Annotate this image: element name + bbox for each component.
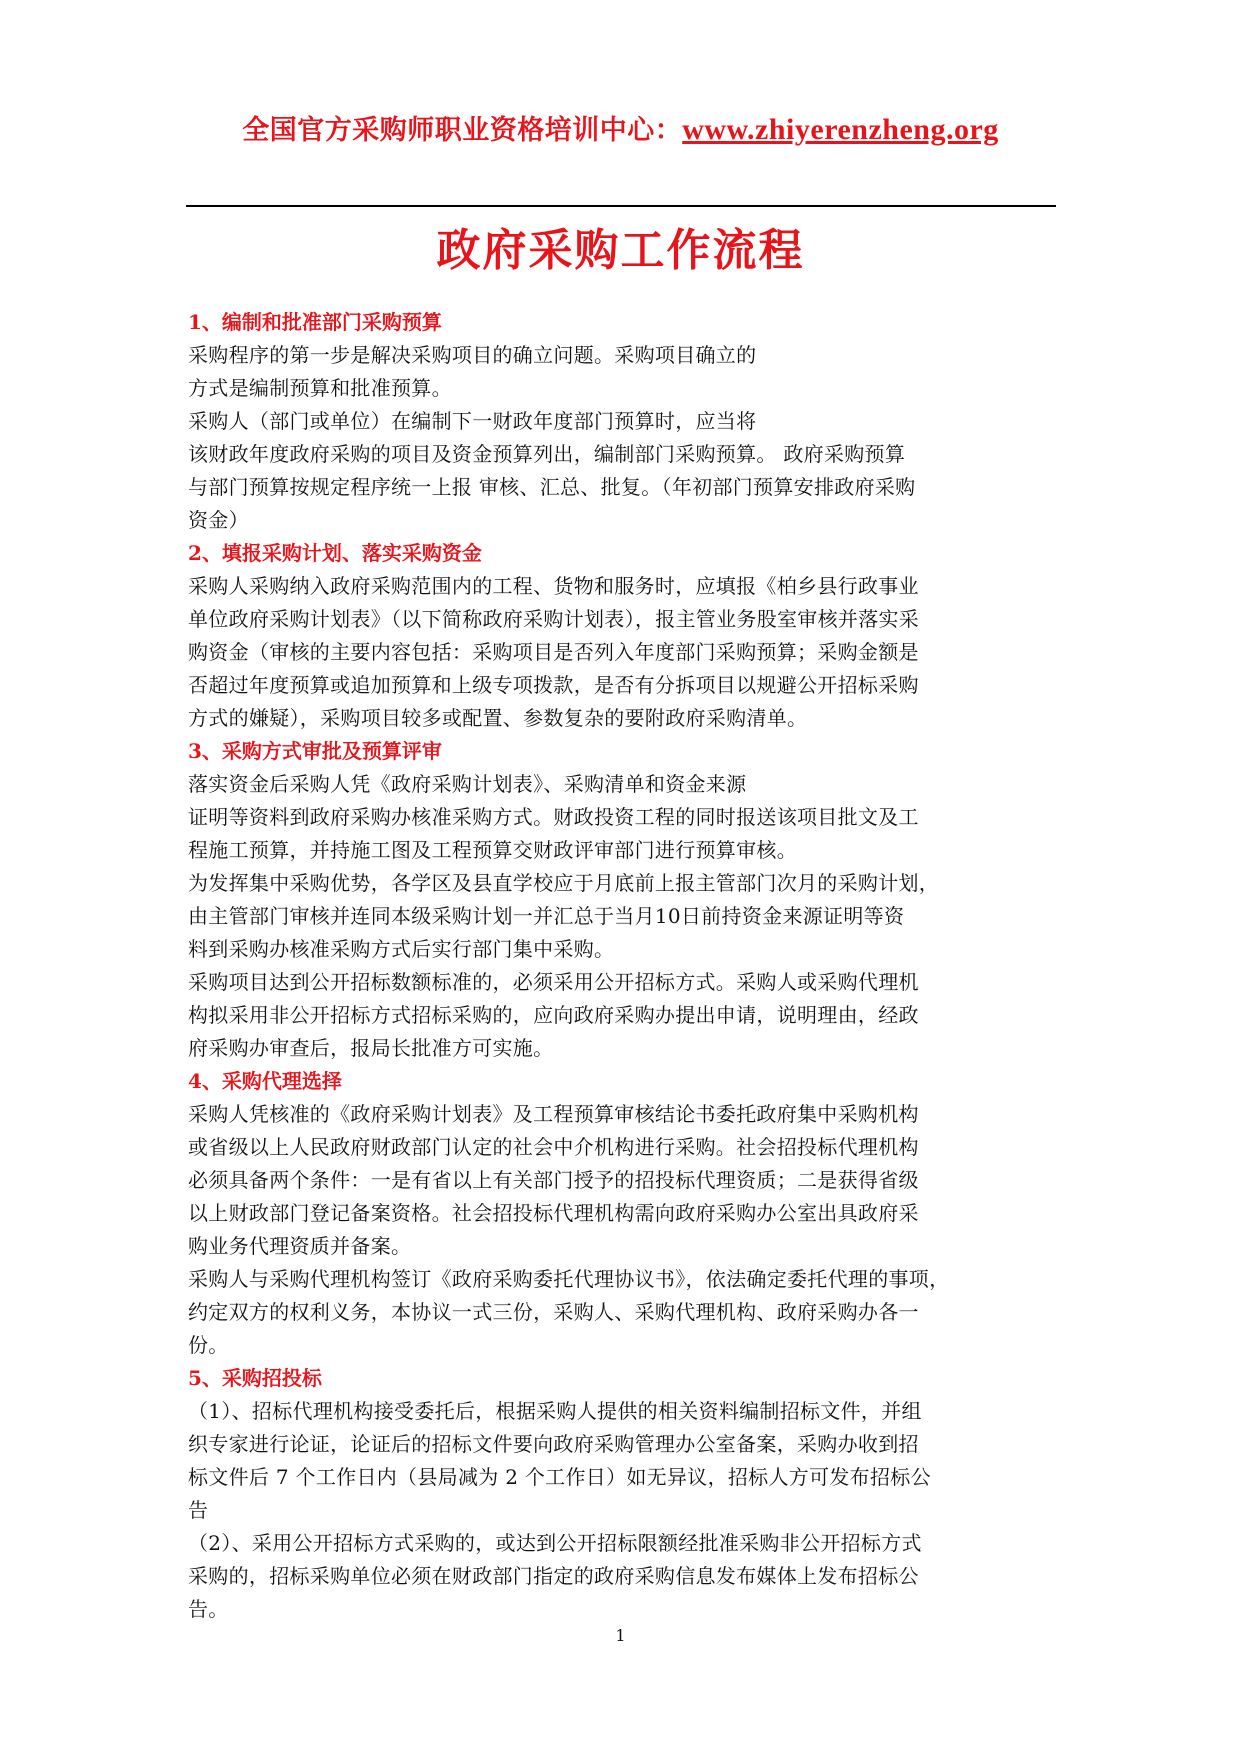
- paragraph-line: 证明等资料到政府采购办核准采购方式。财政投资工程的同时报送该项目批文及工: [188, 805, 919, 829]
- paragraph-line: 程施工预算，并持施工图及工程预算交财政评审部门进行预算审核。: [188, 838, 797, 862]
- paragraph-line: 份。: [188, 1333, 229, 1357]
- paragraph-line: 由主管部门审核并连同本级采购计划一并汇总于当月10日前持资金来源证明等资: [188, 904, 905, 928]
- section-2: [188, 537, 1068, 735]
- paragraph-line: 采购的，招标采购单位必须在财政部门指定的政府采购信息发布媒体上发布招标公: [188, 1564, 919, 1588]
- paragraph-line: 与部门预算按规定程序统一上报 审核、汇总、批复。（年初部门预算安排政府采购: [188, 475, 916, 499]
- paragraph-line: 单位政府采购计划表》（以下简称政府采购计划表），报主管业务股室审核并落实采: [188, 607, 920, 631]
- section-4: [188, 1065, 1068, 1362]
- section-heading: 5、采购招投标: [188, 1366, 322, 1390]
- section-heading: 4、采购代理选择: [188, 1069, 342, 1093]
- paragraph-line: 采购人采购纳入政府采购范围内的工程、货物和服务时，应填报《柏乡县行政事业: [188, 574, 919, 598]
- paragraph-line: 约定双方的权利义务，本协议一式三份，采购人、采购代理机构、政府采购办各一: [188, 1300, 919, 1324]
- paragraph-line: 落实资金后采购人凭《政府采购计划表》、采购清单和资金来源: [188, 772, 747, 796]
- paragraph-line: 该财政年度政府采购的项目及资金预算列出，编制部门采购预算。 政府采购预算: [188, 442, 906, 466]
- header-divider: [186, 205, 1056, 207]
- paragraph-line: 以上财政部门登记备案资格。社会招投标代理机构需向政府采购办公室出具政府采: [188, 1201, 919, 1225]
- section-3: [188, 735, 1068, 1065]
- paragraph-line: 采购程序的第一步是解决采购项目的确立问题。采购项目确立的: [188, 343, 757, 367]
- paragraph-line: 采购人（部门或单位）在编制下一财政年度部门预算时，应当将: [188, 409, 757, 433]
- section-5: [188, 1362, 1068, 1626]
- paragraph-line: 方式的嫌疑），采购项目较多或配置、参数复杂的要附政府采购清单。: [188, 706, 808, 730]
- paragraph-line: 织专家进行论证，论证后的招标文件要向政府采购管理办公室备案，采购办收到招: [188, 1432, 919, 1456]
- paragraph-line: 采购项目达到公开招标数额标准的，必须采用公开招标方式。采购人或采购代理机: [188, 970, 919, 994]
- document-body: [188, 306, 1068, 1626]
- section-heading: 2、填报采购计划、落实采购资金: [188, 541, 482, 565]
- paragraph-line: 采购人与采购代理机构签订《政府采购委托代理协议书》，依法确定委托代理的事项，: [188, 1267, 950, 1291]
- paragraph-line: 否超过年度预算或追加预算和上级专项拨款，是否有分拆项目以规避公开招标采购: [188, 673, 919, 697]
- paragraph-line: （2）、采用公开招标方式采购的，或达到公开招标限额经批准采购非公开招标方式: [188, 1531, 922, 1555]
- site-header: [0, 108, 1241, 147]
- section-1: [188, 306, 1068, 537]
- page-number: 1: [615, 1626, 626, 1645]
- paragraph-line: 为发挥集中采购优势，各学区及县直学校应于月底前上报主管部门次月的采购计划，: [188, 871, 940, 895]
- paragraph-line: 采购人凭核准的《政府采购计划表》及工程预算审核结论书委托政府集中采购机构: [188, 1102, 919, 1126]
- paragraph-line: 告: [188, 1498, 209, 1522]
- paragraph-line: 标文件后 7 个工作日内（县局减为 2 个工作日）如无异议，招标人方可发布招标公: [188, 1465, 931, 1489]
- paragraph-line: 方式是编制预算和批准预算。: [188, 376, 452, 400]
- section-heading: 3、采购方式审批及预算评审: [188, 739, 442, 763]
- paragraph-line: （1）、招标代理机构接受委托后，根据采购人提供的相关资料编制招标文件，并组: [188, 1399, 922, 1423]
- paragraph-line: 购资金（审核的主要内容包括：采购项目是否列入年度部门采购预算；采购金额是: [188, 640, 919, 664]
- paragraph-line: 府采购办审查后，报局长批准方可实施。: [188, 1036, 554, 1060]
- header-url-link[interactable]: www.zhiyerenzheng.org: [682, 113, 999, 146]
- paragraph-line: 构拟采用非公开招标方式招标采购的，应向政府采购办提出申请，说明理由，经政: [188, 1003, 919, 1027]
- paragraph-line: 料到采购办核准采购方式后实行部门集中采购。: [188, 937, 615, 961]
- section-heading: 1、编制和批准部门采购预算: [188, 310, 442, 334]
- paragraph-line: 资金）: [188, 508, 249, 532]
- document-title: 政府采购工作流程: [436, 225, 805, 276]
- paragraph-line: 或省级以上人民政府财政部门认定的社会中介机构进行采购。社会招投标代理机构: [188, 1135, 919, 1159]
- header-label: 全国官方采购师职业资格培训中心：: [242, 115, 683, 146]
- paragraph-line: 购业务代理资质并备案。: [188, 1234, 412, 1258]
- paragraph-line: 告。: [188, 1597, 229, 1621]
- paragraph-line: 必须具备两个条件：一是有省以上有关部门授予的招投标代理资质；二是获得省级: [188, 1168, 919, 1192]
